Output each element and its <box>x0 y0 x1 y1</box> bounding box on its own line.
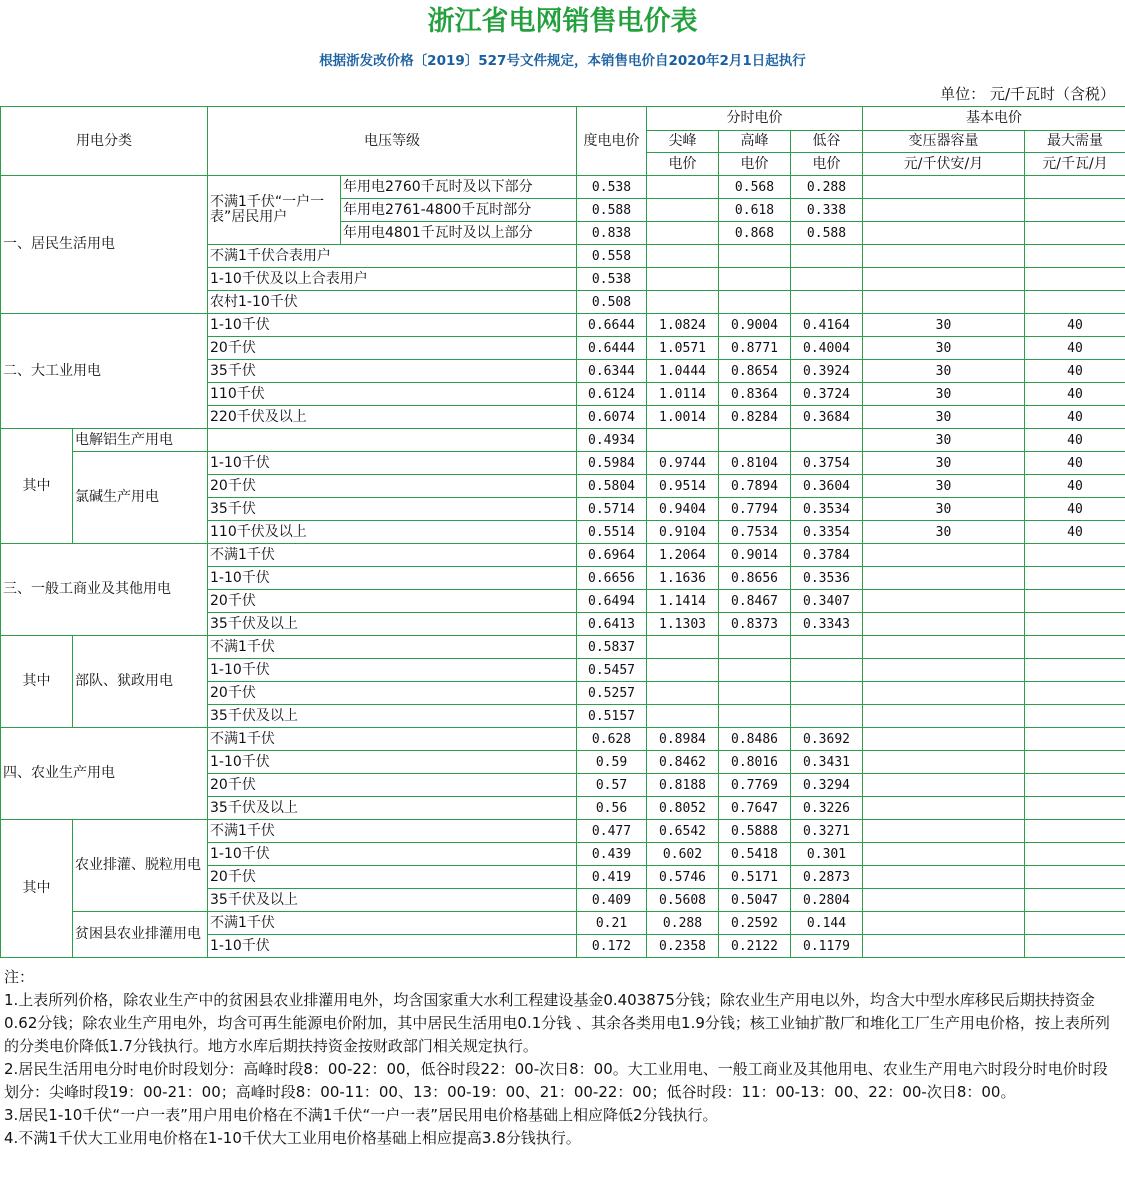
voltage-cell: 1-10千伏 <box>208 935 577 958</box>
transformer-price-cell <box>863 636 1025 659</box>
demand-price-cell <box>1025 728 1125 751</box>
demand-price-cell <box>1025 268 1125 291</box>
demand-price-cell: 40 <box>1025 406 1125 429</box>
energy-price-cell: 0.6444 <box>577 337 647 360</box>
valley-price-cell: 0.3684 <box>791 406 863 429</box>
table-row <box>1 176 1125 199</box>
peak-price-cell: 1.1303 <box>647 613 719 636</box>
peak-price-cell: 1.0114 <box>647 383 719 406</box>
valley-price-cell: 0.3534 <box>791 498 863 521</box>
voltage-cell: 年用电2761-4800千瓦时部分 <box>341 199 577 222</box>
valley-price-cell: 0.3294 <box>791 774 863 797</box>
energy-price-cell: 0.6494 <box>577 590 647 613</box>
transformer-price-cell: 30 <box>863 498 1025 521</box>
voltage-cell: 20千伏 <box>208 774 577 797</box>
voltage-cell: 不满1千伏 <box>208 636 577 659</box>
voltage-cell: 年用电2760千瓦时及以下部分 <box>341 176 577 199</box>
group-chlor: 氯碱生产用电 <box>73 452 208 544</box>
demand-price-cell <box>1025 935 1125 958</box>
demand-price-cell <box>1025 222 1125 245</box>
demand-price-cell <box>1025 774 1125 797</box>
peak-price-cell: 1.0571 <box>647 337 719 360</box>
header-high-top: 高峰 <box>719 131 791 153</box>
header-basic: 基本电价 <box>863 107 1125 131</box>
energy-price-cell: 0.588 <box>577 199 647 222</box>
voltage-cell: 1-10千伏 <box>208 452 577 475</box>
voltage-cell: 不满1千伏 <box>208 728 577 751</box>
high-price-cell: 0.7769 <box>719 774 791 797</box>
transformer-price-cell: 30 <box>863 475 1025 498</box>
high-price-cell <box>719 682 791 705</box>
transformer-price-cell: 30 <box>863 406 1025 429</box>
transformer-price-cell: 30 <box>863 521 1025 544</box>
demand-price-cell <box>1025 843 1125 866</box>
high-price-cell: 0.8104 <box>719 452 791 475</box>
valley-price-cell: 0.3924 <box>791 360 863 383</box>
valley-price-cell: 0.2804 <box>791 889 863 912</box>
transformer-price-cell: 30 <box>863 314 1025 337</box>
high-price-cell: 0.8016 <box>719 751 791 774</box>
group-agri: 四、农业生产用电 <box>1 728 208 820</box>
valley-price-cell <box>791 429 863 452</box>
table-row <box>1 912 1125 935</box>
energy-price-cell: 0.477 <box>577 820 647 843</box>
demand-price-cell <box>1025 176 1125 199</box>
note-2: 2.居民生活用电分时电价时段划分：高峰时段8：00-22：00，低谷时段22：00-次日8：00。大工业用电、一般工商业及其他用电、农业生产用电六时段分时电价时段划分：尖峰时段19：00-21：00；高峰时段8：00-11：00、13：00-19：00、21：00-22：00；低谷时段：11：00-13：00、22：00-次日8：00。 <box>4 1060 1108 1101</box>
high-price-cell: 0.2592 <box>719 912 791 935</box>
high-price-cell: 0.618 <box>719 199 791 222</box>
voltage-cell: 35千伏及以上 <box>208 889 577 912</box>
high-price-cell: 0.7894 <box>719 475 791 498</box>
transformer-price-cell <box>863 797 1025 820</box>
transformer-price-cell <box>863 728 1025 751</box>
high-price-cell <box>719 659 791 682</box>
notes-heading: 注： <box>4 968 35 986</box>
valley-price-cell: 0.3431 <box>791 751 863 774</box>
voltage-cell: 不满1千伏 <box>208 912 577 935</box>
transformer-price-cell <box>863 751 1025 774</box>
demand-price-cell: 40 <box>1025 383 1125 406</box>
transformer-price-cell <box>863 199 1025 222</box>
high-price-cell <box>719 429 791 452</box>
peak-price-cell <box>647 222 719 245</box>
valley-price-cell: 0.1179 <box>791 935 863 958</box>
energy-price-cell: 0.5714 <box>577 498 647 521</box>
header-peak-bottom: 电价 <box>647 153 719 176</box>
table-row <box>1 314 1125 337</box>
transformer-price-cell <box>863 889 1025 912</box>
group-irrigation: 农业排灌、脱粒用电 <box>73 820 208 912</box>
peak-price-cell: 0.8462 <box>647 751 719 774</box>
transformer-price-cell <box>863 544 1025 567</box>
peak-price-cell <box>647 636 719 659</box>
valley-price-cell <box>791 291 863 314</box>
voltage-cell: 35千伏及以上 <box>208 797 577 820</box>
energy-price-cell: 0.6644 <box>577 314 647 337</box>
group-residential: 一、居民生活用电 <box>1 176 208 314</box>
valley-price-cell: 0.3407 <box>791 590 863 613</box>
high-price-cell: 0.8656 <box>719 567 791 590</box>
demand-price-cell <box>1025 820 1125 843</box>
valley-price-cell: 0.588 <box>791 222 863 245</box>
peak-price-cell: 0.5608 <box>647 889 719 912</box>
group-commercial: 三、一般工商业及其他用电 <box>1 544 208 636</box>
note-4: 4.不满1千伏大工业用电价格在1-10千伏大工业用电价格基础上相应提高3.8分钱执行。 <box>4 1129 581 1147</box>
voltage-cell: 20千伏 <box>208 475 577 498</box>
valley-price-cell: 0.3343 <box>791 613 863 636</box>
valley-price-cell <box>791 268 863 291</box>
header-energy-price: 度电电价 <box>577 107 647 176</box>
demand-price-cell <box>1025 636 1125 659</box>
voltage-cell: 35千伏 <box>208 360 577 383</box>
high-price-cell: 0.7794 <box>719 498 791 521</box>
peak-price-cell: 0.2358 <box>647 935 719 958</box>
demand-price-cell <box>1025 889 1125 912</box>
group-commercial-among: 其中 <box>1 636 73 728</box>
voltage-cell: 20千伏 <box>208 682 577 705</box>
header-tou: 分时电价 <box>647 107 863 131</box>
voltage-cell <box>208 429 577 452</box>
peak-price-cell <box>647 705 719 728</box>
demand-price-cell <box>1025 751 1125 774</box>
voltage-cell: 1-10千伏 <box>208 751 577 774</box>
demand-price-cell <box>1025 590 1125 613</box>
transformer-price-cell: 30 <box>863 383 1025 406</box>
header-peak-top: 尖峰 <box>647 131 719 153</box>
energy-price-cell: 0.6964 <box>577 544 647 567</box>
table-row <box>1 636 1125 659</box>
energy-price-cell: 0.5157 <box>577 705 647 728</box>
high-price-cell: 0.7647 <box>719 797 791 820</box>
transformer-price-cell <box>863 590 1025 613</box>
demand-price-cell <box>1025 866 1125 889</box>
demand-price-cell: 40 <box>1025 475 1125 498</box>
energy-price-cell: 0.5984 <box>577 452 647 475</box>
peak-price-cell: 1.0444 <box>647 360 719 383</box>
peak-price-cell <box>647 268 719 291</box>
page-subtitle: 根据浙发改价格〔2019〕527号文件规定，本销售电价自2020年2月1日起执行 <box>319 53 806 69</box>
peak-price-cell: 0.9744 <box>647 452 719 475</box>
energy-price-cell: 0.56 <box>577 797 647 820</box>
table-row <box>1 728 1125 751</box>
energy-price-cell: 0.838 <box>577 222 647 245</box>
peak-price-cell <box>647 291 719 314</box>
voltage-cell: 农村1-10千伏 <box>208 291 577 314</box>
valley-price-cell <box>791 245 863 268</box>
header-transformer-bottom: 元/千伏安/月 <box>863 153 1025 176</box>
valley-price-cell: 0.3724 <box>791 383 863 406</box>
energy-price-cell: 0.538 <box>577 268 647 291</box>
high-price-cell <box>719 268 791 291</box>
energy-price-cell: 0.21 <box>577 912 647 935</box>
high-price-cell: 0.2122 <box>719 935 791 958</box>
table-row <box>1 452 1125 475</box>
transformer-price-cell <box>863 866 1025 889</box>
valley-price-cell: 0.301 <box>791 843 863 866</box>
note-3: 3.居民1-10千伏“一户一表”用户用电价格在不满1千伏“一户一表”居民用电价格基础上相应降低2分钱执行。 <box>4 1106 718 1124</box>
peak-price-cell <box>647 429 719 452</box>
voltage-cell: 1-10千伏 <box>208 659 577 682</box>
voltage-cell: 1-10千伏 <box>208 843 577 866</box>
demand-price-cell: 40 <box>1025 360 1125 383</box>
high-price-cell <box>719 705 791 728</box>
table-row <box>1 429 1125 452</box>
valley-price-cell: 0.288 <box>791 176 863 199</box>
energy-price-cell: 0.538 <box>577 176 647 199</box>
voltage-cell: 年用电4801千瓦时及以上部分 <box>341 222 577 245</box>
voltage-cell: 35千伏及以上 <box>208 705 577 728</box>
high-price-cell: 0.8467 <box>719 590 791 613</box>
table-row <box>1 544 1125 567</box>
header-transformer-top: 变压器容量 <box>863 131 1025 153</box>
transformer-price-cell <box>863 912 1025 935</box>
high-price-cell <box>719 291 791 314</box>
valley-price-cell <box>791 705 863 728</box>
demand-price-cell: 40 <box>1025 521 1125 544</box>
transformer-price-cell <box>863 291 1025 314</box>
demand-price-cell: 40 <box>1025 452 1125 475</box>
voltage-cell: 110千伏 <box>208 383 577 406</box>
demand-price-cell <box>1025 659 1125 682</box>
demand-price-cell <box>1025 567 1125 590</box>
demand-price-cell <box>1025 613 1125 636</box>
demand-price-cell <box>1025 912 1125 935</box>
valley-price-cell: 0.338 <box>791 199 863 222</box>
high-price-cell: 0.8771 <box>719 337 791 360</box>
valley-price-cell <box>791 636 863 659</box>
valley-price-cell: 0.3784 <box>791 544 863 567</box>
transformer-price-cell <box>863 268 1025 291</box>
high-price-cell: 0.5171 <box>719 866 791 889</box>
peak-price-cell <box>647 659 719 682</box>
voltage-cell: 35千伏及以上 <box>208 613 577 636</box>
peak-price-cell: 0.602 <box>647 843 719 866</box>
voltage-cell: 不满1千伏合表用户 <box>208 245 577 268</box>
energy-price-cell: 0.409 <box>577 889 647 912</box>
valley-price-cell <box>791 682 863 705</box>
voltage-cell: 1-10千伏 <box>208 567 577 590</box>
high-price-cell: 0.7534 <box>719 521 791 544</box>
voltage-cell: 不满1千伏 <box>208 820 577 843</box>
header-demand-bottom: 元/千瓦/月 <box>1025 153 1125 176</box>
energy-price-cell: 0.4934 <box>577 429 647 452</box>
high-price-cell: 0.8284 <box>719 406 791 429</box>
transformer-price-cell <box>863 682 1025 705</box>
header-voltage: 电压等级 <box>208 107 577 176</box>
demand-price-cell: 40 <box>1025 337 1125 360</box>
high-price-cell: 0.8364 <box>719 383 791 406</box>
group-aluminum: 电解铝生产用电 <box>73 429 208 452</box>
transformer-price-cell: 30 <box>863 429 1025 452</box>
valley-price-cell: 0.3754 <box>791 452 863 475</box>
valley-price-cell: 0.3271 <box>791 820 863 843</box>
header-demand-top: 最大需量 <box>1025 131 1125 153</box>
energy-price-cell: 0.6413 <box>577 613 647 636</box>
group-agri-among: 其中 <box>1 820 73 958</box>
header-valley-top: 低谷 <box>791 131 863 153</box>
energy-price-cell: 0.5804 <box>577 475 647 498</box>
transformer-price-cell <box>863 935 1025 958</box>
energy-price-cell: 0.6124 <box>577 383 647 406</box>
group-residential-sub: 不满1千伏“一户一表”居民用户 <box>208 176 341 245</box>
energy-price-cell: 0.57 <box>577 774 647 797</box>
valley-price-cell: 0.3604 <box>791 475 863 498</box>
voltage-cell: 220千伏及以上 <box>208 406 577 429</box>
voltage-cell: 20千伏 <box>208 590 577 613</box>
high-price-cell: 0.568 <box>719 176 791 199</box>
demand-price-cell: 40 <box>1025 498 1125 521</box>
high-price-cell: 0.8373 <box>719 613 791 636</box>
note-1: 1.上表所列价格，除农业生产中的贫困县农业排灌用电外，均含国家重大水利工程建设基金0.403875分钱；除农业生产用电以外，均含大中型水库移民后期扶持资金0.62分钱；除农业生产用电外，均含可再生能源电价附加，其中居民生活用电0.1分钱 、其余各类用电1.9分钱；核工业铀扩散厂和堆化工厂生产用电价格，按上表所列的分类电价降低1.7分钱执行。地方水库后期扶持资金按财政部门相关规定执行。 <box>4 991 1110 1055</box>
valley-price-cell: 0.4164 <box>791 314 863 337</box>
valley-price-cell: 0.2873 <box>791 866 863 889</box>
high-price-cell: 0.8486 <box>719 728 791 751</box>
voltage-cell: 20千伏 <box>208 866 577 889</box>
valley-price-cell: 0.3354 <box>791 521 863 544</box>
transformer-price-cell <box>863 659 1025 682</box>
peak-price-cell: 0.9514 <box>647 475 719 498</box>
valley-price-cell: 0.144 <box>791 912 863 935</box>
peak-price-cell <box>647 682 719 705</box>
voltage-cell: 不满1千伏 <box>208 544 577 567</box>
valley-price-cell: 0.3536 <box>791 567 863 590</box>
peak-price-cell: 0.8188 <box>647 774 719 797</box>
energy-price-cell: 0.5457 <box>577 659 647 682</box>
energy-price-cell: 0.6074 <box>577 406 647 429</box>
demand-price-cell <box>1025 291 1125 314</box>
high-price-cell <box>719 245 791 268</box>
peak-price-cell: 0.8052 <box>647 797 719 820</box>
peak-price-cell: 0.5746 <box>647 866 719 889</box>
high-price-cell: 0.9004 <box>719 314 791 337</box>
demand-price-cell: 40 <box>1025 314 1125 337</box>
peak-price-cell: 0.8984 <box>647 728 719 751</box>
energy-price-cell: 0.5257 <box>577 682 647 705</box>
demand-price-cell <box>1025 199 1125 222</box>
peak-price-cell: 0.6542 <box>647 820 719 843</box>
peak-price-cell <box>647 245 719 268</box>
transformer-price-cell: 30 <box>863 337 1025 360</box>
transformer-price-cell <box>863 222 1025 245</box>
page-title: 浙江省电网销售电价表 <box>427 6 698 37</box>
transformer-price-cell: 30 <box>863 452 1025 475</box>
transformer-price-cell: 30 <box>863 360 1025 383</box>
valley-price-cell: 0.3226 <box>791 797 863 820</box>
demand-price-cell <box>1025 245 1125 268</box>
unit-label: 单位： 元/千瓦时（含税） <box>940 85 1115 103</box>
transformer-price-cell <box>863 705 1025 728</box>
voltage-cell: 1-10千伏及以上合表用户 <box>208 268 577 291</box>
valley-price-cell: 0.3692 <box>791 728 863 751</box>
group-industrial: 二、大工业用电 <box>1 314 208 429</box>
energy-price-cell: 0.439 <box>577 843 647 866</box>
high-price-cell: 0.868 <box>719 222 791 245</box>
energy-price-cell: 0.419 <box>577 866 647 889</box>
high-price-cell <box>719 636 791 659</box>
energy-price-cell: 0.628 <box>577 728 647 751</box>
transformer-price-cell <box>863 843 1025 866</box>
peak-price-cell: 1.0824 <box>647 314 719 337</box>
energy-price-cell: 0.59 <box>577 751 647 774</box>
transformer-price-cell <box>863 567 1025 590</box>
transformer-price-cell <box>863 613 1025 636</box>
notes <box>4 966 1120 1150</box>
voltage-cell: 35千伏 <box>208 498 577 521</box>
high-price-cell: 0.5047 <box>719 889 791 912</box>
price-table <box>0 106 1125 958</box>
high-price-cell: 0.5418 <box>719 843 791 866</box>
peak-price-cell: 1.2064 <box>647 544 719 567</box>
group-poor-irrigation: 贫困县农业排灌用电 <box>73 912 208 958</box>
demand-price-cell <box>1025 797 1125 820</box>
demand-price-cell <box>1025 705 1125 728</box>
peak-price-cell: 0.288 <box>647 912 719 935</box>
valley-price-cell <box>791 659 863 682</box>
demand-price-cell <box>1025 682 1125 705</box>
header-valley-bottom: 电价 <box>791 153 863 176</box>
transformer-price-cell <box>863 245 1025 268</box>
energy-price-cell: 0.6344 <box>577 360 647 383</box>
transformer-price-cell <box>863 176 1025 199</box>
peak-price-cell: 1.1636 <box>647 567 719 590</box>
high-price-cell: 0.9014 <box>719 544 791 567</box>
peak-price-cell: 0.9404 <box>647 498 719 521</box>
energy-price-cell: 0.5514 <box>577 521 647 544</box>
peak-price-cell: 1.1414 <box>647 590 719 613</box>
group-military: 部队、狱政用电 <box>73 636 208 728</box>
header-high-bottom: 电价 <box>719 153 791 176</box>
energy-price-cell: 0.508 <box>577 291 647 314</box>
transformer-price-cell <box>863 820 1025 843</box>
valley-price-cell: 0.4004 <box>791 337 863 360</box>
energy-price-cell: 0.558 <box>577 245 647 268</box>
group-industrial-among: 其中 <box>1 429 73 544</box>
high-price-cell: 0.8654 <box>719 360 791 383</box>
header-category: 用电分类 <box>1 107 208 176</box>
peak-price-cell <box>647 176 719 199</box>
energy-price-cell: 0.6656 <box>577 567 647 590</box>
voltage-cell: 110千伏及以上 <box>208 521 577 544</box>
energy-price-cell: 0.5837 <box>577 636 647 659</box>
peak-price-cell: 1.0014 <box>647 406 719 429</box>
voltage-cell: 1-10千伏 <box>208 314 577 337</box>
peak-price-cell: 0.9104 <box>647 521 719 544</box>
demand-price-cell <box>1025 544 1125 567</box>
table-row <box>1 820 1125 843</box>
demand-price-cell: 40 <box>1025 429 1125 452</box>
energy-price-cell: 0.172 <box>577 935 647 958</box>
high-price-cell: 0.5888 <box>719 820 791 843</box>
transformer-price-cell <box>863 774 1025 797</box>
voltage-cell: 20千伏 <box>208 337 577 360</box>
peak-price-cell <box>647 199 719 222</box>
